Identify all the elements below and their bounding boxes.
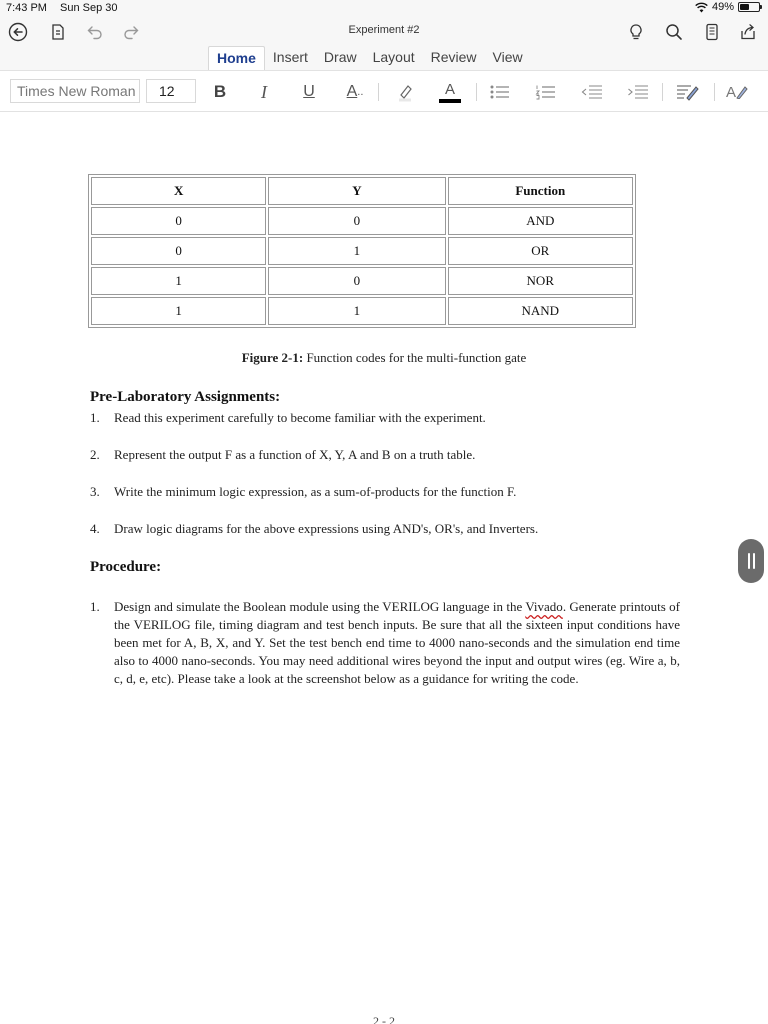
underline-button[interactable]: U xyxy=(303,83,315,100)
increase-indent-button[interactable] xyxy=(626,80,650,104)
toolbar-divider xyxy=(662,83,663,101)
share-button[interactable] xyxy=(736,20,760,44)
list-item-text: Write the minimum logic expression, as a sum-of-products for the function F. xyxy=(114,484,517,499)
list-item xyxy=(90,409,680,427)
table-header-row xyxy=(91,177,633,205)
title-bar xyxy=(0,18,768,46)
decrease-indent-button[interactable] xyxy=(580,80,604,104)
table-cell: 1 xyxy=(268,297,445,325)
scroll-handle[interactable] xyxy=(738,539,764,583)
table-row xyxy=(91,267,633,295)
tab-home[interactable]: Home xyxy=(208,46,265,70)
table-cell: 0 xyxy=(268,207,445,235)
prelab-heading: Pre-Laboratory Assignments: xyxy=(90,389,281,405)
styles-brush-icon xyxy=(736,85,748,99)
document-title: Experiment #2 xyxy=(348,24,420,36)
document-page[interactable] xyxy=(0,113,768,1024)
table-header-cell: Function xyxy=(448,177,633,205)
search-icon xyxy=(665,23,683,41)
tab-view[interactable]: View xyxy=(492,49,523,65)
status-date: Sun Sep 30 xyxy=(60,2,118,14)
table-header-cell: Y xyxy=(268,177,445,205)
mobile-view-button[interactable] xyxy=(700,20,724,44)
tab-layout[interactable]: Layout xyxy=(372,49,415,65)
styles-label: A xyxy=(725,83,736,101)
battery-percent: 49% xyxy=(711,1,734,13)
figure-caption xyxy=(0,350,768,366)
battery-fill xyxy=(740,4,749,10)
decrease-indent-icon xyxy=(581,83,603,101)
search-button[interactable] xyxy=(662,20,686,44)
list-item-text: Read this experiment carefully to become familiar with the experiment. xyxy=(114,410,486,425)
page-number: 2 - 2 xyxy=(373,1014,395,1024)
caption-label: Figure 2-1: xyxy=(241,350,304,365)
table-row xyxy=(91,207,633,235)
styles-button[interactable] xyxy=(724,80,750,104)
font-color-button[interactable] xyxy=(438,80,462,104)
increase-indent-icon xyxy=(627,83,649,101)
paragraph-format-button[interactable] xyxy=(674,80,700,104)
procedure-text-start: Design and simulate the Boolean module using the VERILOG language in the xyxy=(114,599,526,614)
list-item-text: Draw logic diagrams for the above expressions using AND's, OR's, and Inverters. xyxy=(114,521,539,536)
table-row xyxy=(91,297,633,325)
list-item-number: 3. xyxy=(90,484,100,499)
text-effects-dots: .. xyxy=(357,86,364,98)
numbered-list-icon xyxy=(535,83,557,101)
text-effects-label: A xyxy=(346,83,358,100)
status-bar xyxy=(0,0,768,18)
battery-icon xyxy=(738,2,760,12)
table-cell: NOR xyxy=(448,267,633,295)
list-item xyxy=(90,446,680,464)
table-cell: 0 xyxy=(91,207,266,235)
list-item xyxy=(90,520,680,538)
tab-draw[interactable]: Draw xyxy=(323,49,357,65)
bullet-list-icon xyxy=(489,83,511,101)
function-code-table xyxy=(88,174,636,328)
table-cell: 1 xyxy=(268,237,445,265)
table-cell: AND xyxy=(448,207,633,235)
font-color-label: A xyxy=(444,80,455,98)
list-item xyxy=(90,598,680,688)
table-row xyxy=(91,237,633,265)
tab-insert[interactable]: Insert xyxy=(272,49,308,65)
tell-me-button[interactable] xyxy=(624,20,648,44)
list-item-text: Represent the output F as a function of X, Y, A and B on a truth table. xyxy=(114,447,476,462)
status-right xyxy=(695,1,760,13)
grip-line xyxy=(753,553,755,569)
caption-text: Function codes for the multi-function gate xyxy=(306,350,527,365)
table-cell: 1 xyxy=(91,297,266,325)
procedure-heading: Procedure: xyxy=(90,559,162,575)
toolbar-divider xyxy=(476,83,477,101)
numbering-button[interactable] xyxy=(534,80,558,104)
list-item-number: 1. xyxy=(90,599,100,614)
table-cell: NAND xyxy=(448,297,633,325)
text-effects-button[interactable] xyxy=(342,80,368,104)
toolbar-divider xyxy=(714,83,715,101)
formatting-toolbar xyxy=(0,70,768,112)
wifi-icon xyxy=(695,2,708,13)
spelling-flagged-word[interactable]: Vivado xyxy=(525,599,563,614)
list-item-number: 2. xyxy=(90,447,100,462)
italic-button[interactable]: I xyxy=(261,81,267,102)
list-item-number: 1. xyxy=(90,410,100,425)
font-name-field[interactable]: Times New Roman xyxy=(10,79,140,103)
table-header-cell: X xyxy=(91,177,266,205)
table-cell: 0 xyxy=(268,267,445,295)
lightbulb-icon xyxy=(627,23,645,41)
table-cell: 1 xyxy=(91,267,266,295)
procedure-text xyxy=(114,598,680,688)
font-size-field[interactable]: 12 xyxy=(146,79,196,103)
tab-review[interactable]: Review xyxy=(430,49,477,65)
list-item xyxy=(90,483,680,501)
highlight-button[interactable] xyxy=(394,80,416,104)
procedure-text-end: . Generate printouts of the VERILOG file, timing diagram and test bench inputs. Be sure that all the sixteen input conditions have been met for A, B, X, and Y. Set the test bench end time to 4000 nano-seconds and the simulation end time also to 4000 nano-seconds. You may need additional wires beyond the input and output wires (eg. Wire a, b, c, d, e, etc). Please take a look at the screenshot below as a guidance for writing the code. xyxy=(114,599,681,686)
mobile-view-icon xyxy=(703,23,721,41)
status-time: 7:43 PM xyxy=(6,2,47,14)
table-cell: 0 xyxy=(91,237,266,265)
font-color-swatch xyxy=(439,99,461,103)
ribbon-tabs xyxy=(0,46,768,70)
toolbar-divider xyxy=(378,83,379,101)
highlighter-icon xyxy=(395,82,415,102)
bold-button[interactable]: B xyxy=(213,82,227,101)
share-icon xyxy=(739,23,757,41)
table-cell: OR xyxy=(448,237,633,265)
grip-line xyxy=(748,553,750,569)
paragraph-brush-icon xyxy=(675,82,699,102)
list-item-number: 4. xyxy=(90,521,100,536)
bullets-button[interactable] xyxy=(488,80,512,104)
